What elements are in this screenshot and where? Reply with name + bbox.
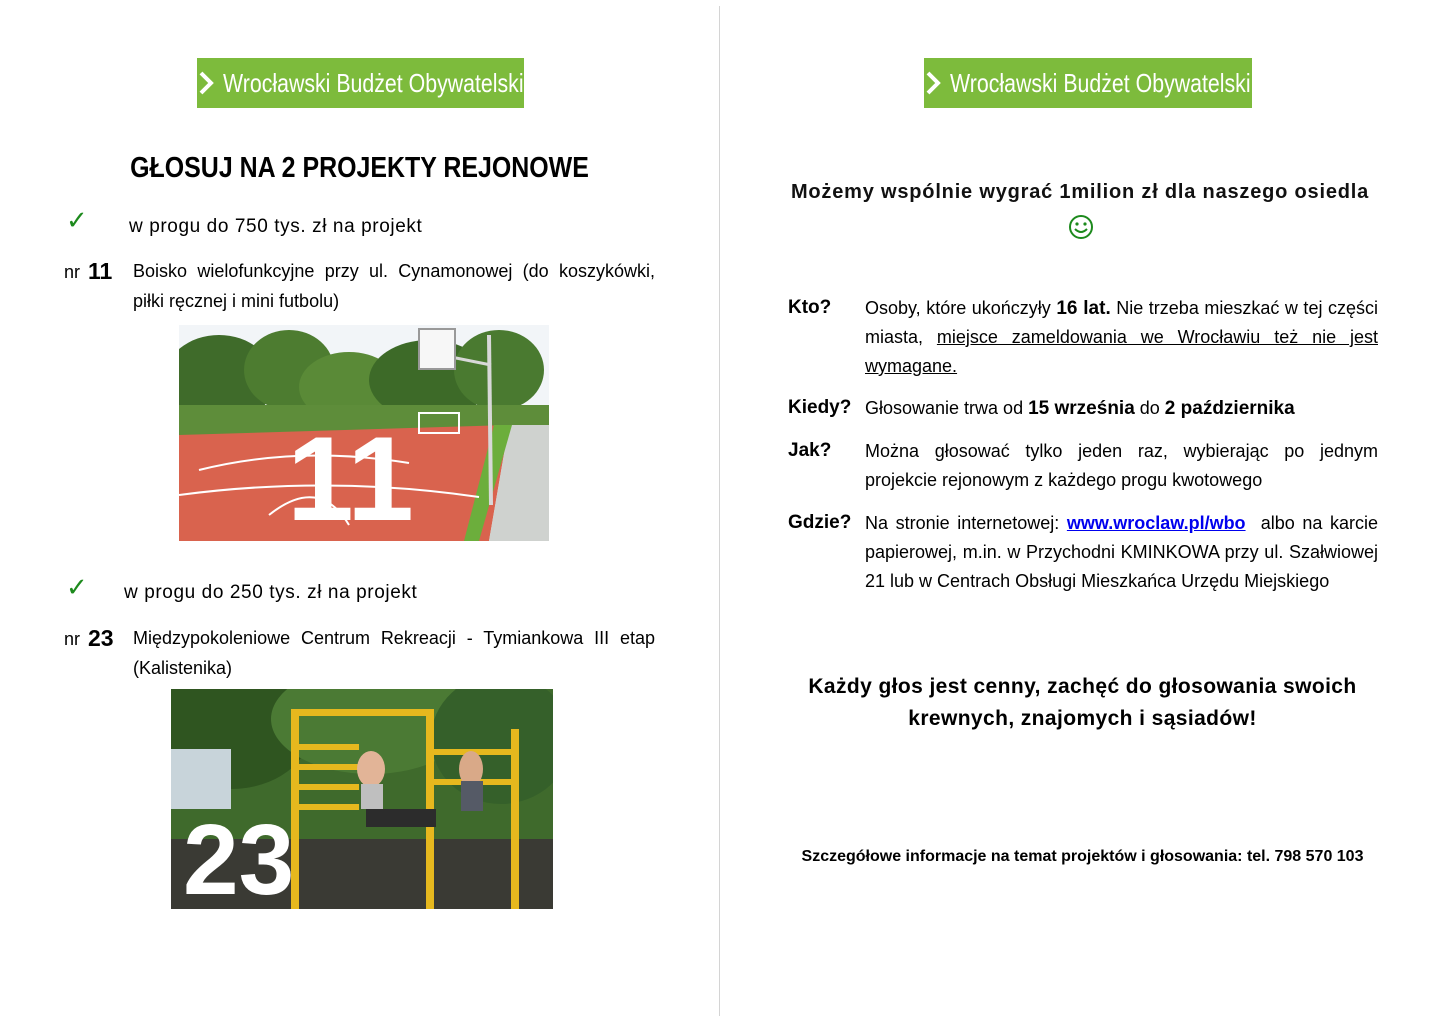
- appeal-text: [790, 671, 1375, 735]
- text-kiedy: [865, 394, 1378, 423]
- checkmark-icon: ✓: [66, 572, 88, 602]
- project-title-23: Międzypokoleniowe Centrum Rekreacji - Tymiankowa III etap (Kalistenika): [133, 628, 655, 678]
- kto-age: 16 lat.: [1056, 298, 1111, 319]
- page-divider: [719, 6, 720, 1016]
- project-number: 11: [88, 258, 113, 284]
- project-number-11: [64, 258, 112, 285]
- kto-underlined: miejsce zameldowania we Wrocławiu też nie jest wymagane.: [865, 327, 1378, 376]
- project-title-11: Boisko wielofunkcyjne przy ul. Cynamonowej (do koszykówki, piłki ręcznej i mini futbolu): [133, 261, 655, 311]
- nr-prefix: nr: [64, 629, 81, 649]
- kiedy-start-date: 15 września: [1028, 398, 1135, 419]
- page-heading: GŁOSUJ NA 2 PROJEKTY REJONOWE: [130, 152, 589, 184]
- tier-label-750: w progu do 750 tys. zł na projekt: [129, 216, 423, 237]
- wbo-link[interactable]: www.wroclaw.pl/wbo: [1066, 513, 1246, 533]
- photo-number-23: 23: [183, 804, 295, 909]
- kto-text-2: Nie trzeba mieszkać w tej części miasta,: [865, 298, 1378, 347]
- appeal-line-1: Każdy głos jest cenny, zachęć do głosowania swoich: [808, 675, 1357, 698]
- project-number: 23: [88, 625, 114, 651]
- lead-text: Możemy wspólnie wygrać 1milion zł dla naszego osiedla: [790, 181, 1370, 203]
- label-kiedy: Kiedy?: [788, 397, 852, 418]
- gdzie-text-1: Na stronie internetowej:: [865, 513, 1067, 533]
- wbo-banner-left: [197, 58, 524, 108]
- appeal-line-2: krewnych, znajomych i sąsiadów!: [908, 707, 1257, 730]
- photo-project-11: [179, 325, 549, 541]
- chevron-right-icon: [197, 58, 215, 108]
- photo-project-23: [171, 689, 553, 909]
- footer-contact: Szczegółowe informacje na temat projektów i głosowania: tel. 798 570 103: [801, 848, 1364, 865]
- chevron-right-icon: [924, 58, 942, 108]
- text-kto: [865, 294, 1378, 381]
- text-jak: Można głosować tylko jeden raz, wybierając po jednym projekcie rejonowym z każdego progu kwotowego: [865, 441, 1378, 490]
- kiedy-text-1: Głosowanie trwa od: [865, 398, 1029, 418]
- text-gdzie: [865, 509, 1384, 596]
- label-kto: Kto?: [788, 297, 832, 318]
- nr-prefix: nr: [64, 262, 81, 282]
- kiedy-end-date: 2 października: [1164, 398, 1295, 419]
- gdzie-text-2: albo na karcie papierowej, m.in. w Przychodni KMINKOWA przy ul. Szałwiowej 21 lub w Centrach Obsługi Mieszkańca Urzędu Miejskiego: [865, 513, 1384, 591]
- smiley-icon: [1068, 214, 1094, 240]
- wbo-banner-right: [924, 58, 1252, 108]
- label-gdzie: Gdzie?: [788, 512, 852, 533]
- kto-text-1: Osoby, które ukończyły: [865, 298, 1057, 318]
- project-number-23: [64, 625, 114, 652]
- banner-title: Wrocławski Budżet Obywatelski: [223, 67, 524, 98]
- checkmark-icon: ✓: [66, 205, 88, 235]
- banner-title: Wrocławski Budżet Obywatelski: [950, 67, 1251, 98]
- label-jak: Jak?: [788, 440, 832, 461]
- tier-label-250: w progu do 250 tys. zł na projekt: [124, 582, 418, 603]
- photo-number-11: 11: [287, 412, 414, 541]
- kiedy-text-2: do: [1134, 398, 1165, 418]
